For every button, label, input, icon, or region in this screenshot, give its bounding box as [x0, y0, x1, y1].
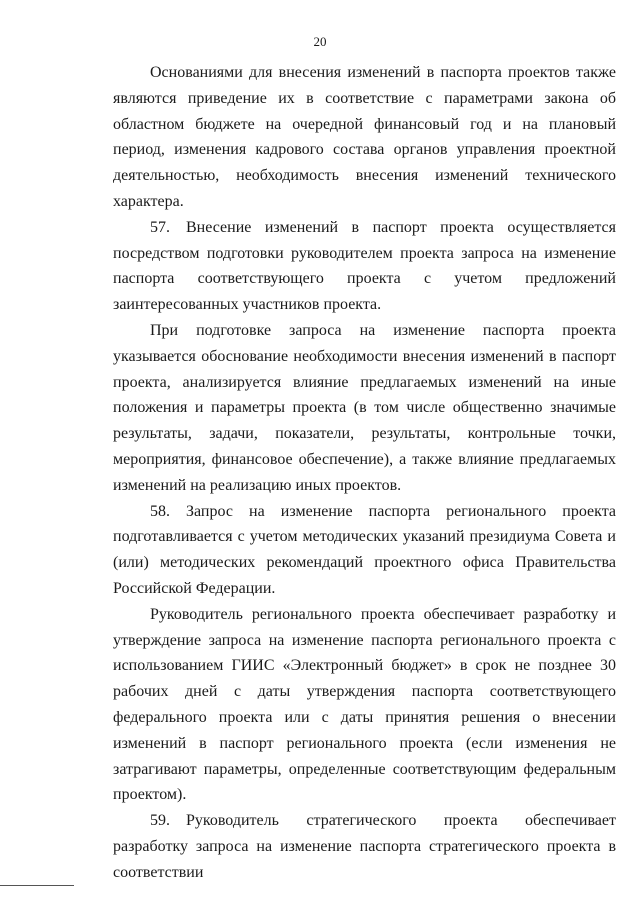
paragraph-regional-project-head: Руководитель регионального проекта обеспечивает разработку и утверждение запроса на изменение паспорта регионального проекта с использованием ГИИС «Электронный бюджет» в срок не позднее 30 рабочих дней с даты утверждения паспорта соответствующего федерального проекта или с даты принятия решения о внесении изменений в паспорт регионального проекта (если изменения не затрагивают параметры, определенные соответствующим федеральным проектом).	[113, 605, 616, 804]
document-body	[113, 60, 616, 886]
paragraph-grounds-for-changes: Основаниями для внесения изменений в паспорта проектов также являются приведение их в соответствие с параметрами закона об областном бюджете на очередной финансовый год и на плановый период, изменения кадрового состава органов управления проектной деятельностью, необходимость внесения изменений технического характера.	[113, 64, 616, 210]
footer-rule	[0, 885, 74, 886]
paragraph-clause-58: 58. Запрос на изменение паспорта регионального проекта подготавливается с учетом методических указаний президиума Совета и (или) методических рекомендаций проектного офиса Правительства Российской Федерации.	[113, 502, 616, 597]
page-number: 20	[313, 34, 327, 49]
paragraph-change-request-content: При подготовке запроса на изменение паспорта проекта указывается обоснование необходимости внесения изменений в паспорт проекта, анализируется влияние предлагаемых изменений на иные положения и параметры проекта (в том числе общественно значимые результаты, задачи, показатели, результаты, контрольные точки, мероприятия, финансовое обеспечение), а также влияние предлагаемых изменений на реализацию иных проектов.	[113, 321, 616, 494]
paragraph-clause-59: 59. Руководитель стратегического проекта обеспечивает разработку запроса на изменение паспорта стратегического проекта в соответствии	[113, 812, 616, 881]
paragraph-clause-57: 57. Внесение изменений в паспорт проекта осуществляется посредством подготовки руководителем проекта запроса на изменение паспорта соответствующего проекта с учетом предложений заинтересованных участников проекта.	[113, 218, 616, 314]
